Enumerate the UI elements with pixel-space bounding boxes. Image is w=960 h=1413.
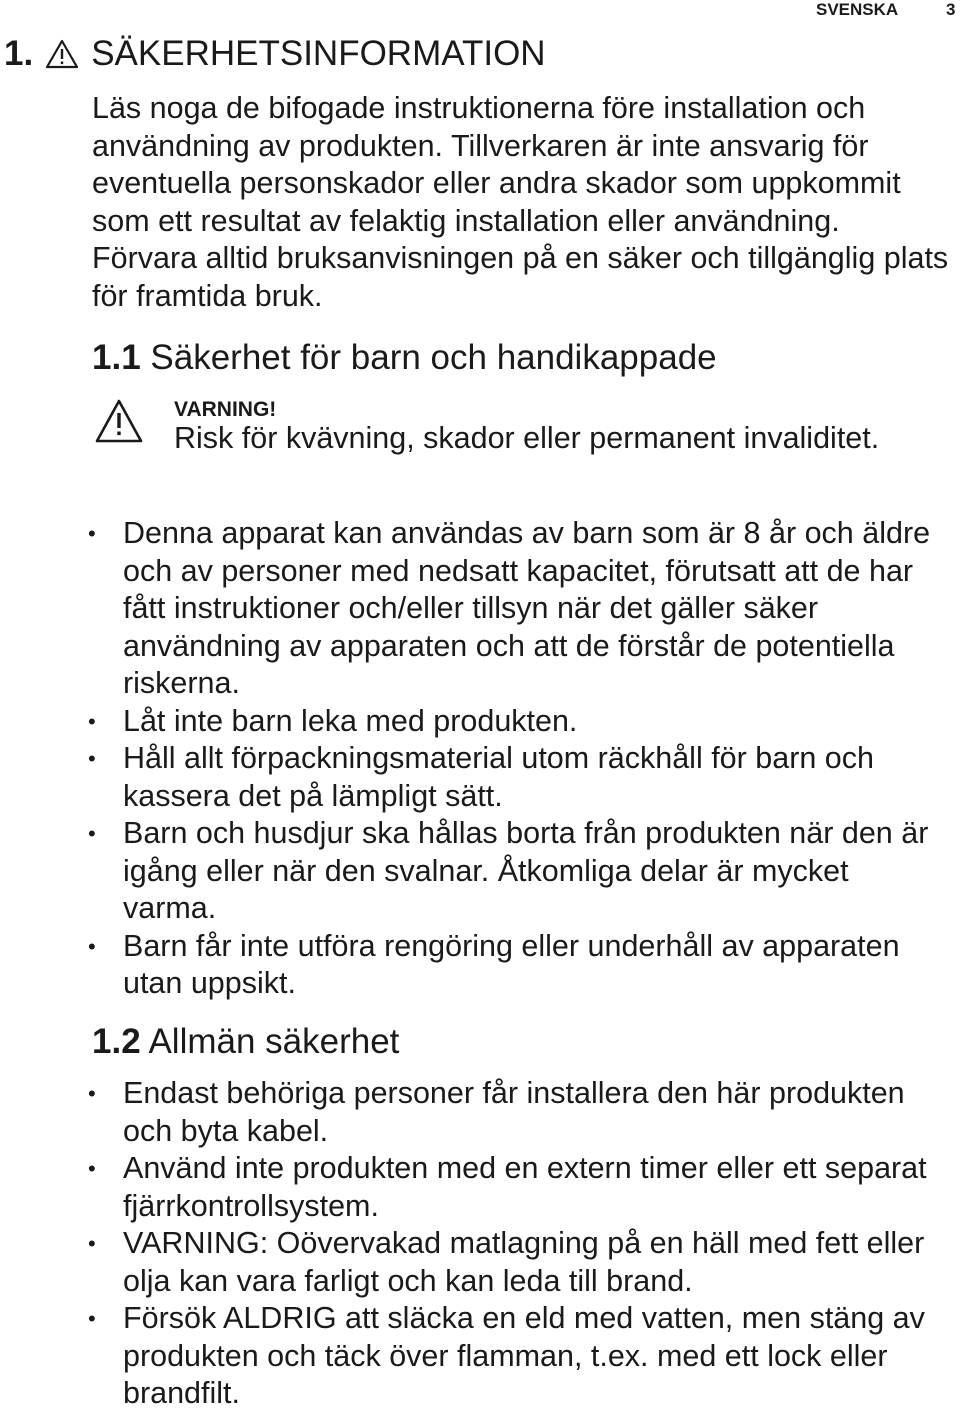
list-item: • Denna apparat kan användas av barn som är 8 år och äldre och av personer med nedsatt kapacitet, förutsatt att de har fått instruktioner och/eller tillsyn när det gäller säker användning av apparaten och att de förstår de potentiella riskerna. bbox=[88, 516, 931, 700]
header-language: SVENSKA bbox=[816, 0, 899, 19]
section-heading-1 bbox=[4, 33, 546, 79]
warning-triangle-icon bbox=[45, 37, 79, 79]
section-title: SÄKERHETSINFORMATION bbox=[91, 34, 546, 73]
bullet-dot-icon: • bbox=[88, 933, 96, 959]
section-heading-1-2 bbox=[92, 1021, 399, 1063]
subsection-title: Allmän säkerhet bbox=[148, 1022, 400, 1061]
page-number: 3 bbox=[946, 0, 956, 19]
list-item: • VARNING: Oövervakad matlagning på en häll med fett eller olja kan vara farligt och kan leda till brand. bbox=[88, 1226, 925, 1298]
bullet-dot-icon: • bbox=[88, 821, 96, 846]
subsection-title: Säkerhet för barn och handikappade bbox=[150, 338, 717, 377]
section-heading-1-1 bbox=[92, 337, 717, 379]
section-number: 1. bbox=[4, 34, 34, 73]
warning-title: VARNING! bbox=[174, 398, 277, 421]
child-safety-list bbox=[0, 515, 960, 1003]
warning-text: Risk för kvävning, skador eller permanent invaliditet. bbox=[174, 421, 880, 455]
list-item: • Använd inte produkten med en extern timer eller ett separat fjärrkontrollsystem. bbox=[88, 1151, 927, 1223]
bullet-dot-icon: • bbox=[88, 1081, 96, 1106]
list-item: • Låt inte barn leka med produkten. bbox=[0, 703, 943, 741]
list-item: • Barn och husdjur ska hållas borta från produkten när den är igång eller när den svalnar. Åtkomliga delar är mycket varma. bbox=[88, 816, 929, 925]
list-item: • Håll allt förpackningsmaterial utom räckhåll för barn och kassera det på lämpligt sätt. bbox=[88, 741, 874, 813]
bullet-dot-icon: • bbox=[88, 1156, 96, 1181]
list-item: • Försök ALDRIG att släcka en eld med vatten, men stäng av produkten och täck över flamman, t.ex. med ett lock eller brandfilt. bbox=[88, 1301, 925, 1410]
general-safety-list bbox=[0, 1075, 960, 1413]
warning-triangle-icon bbox=[94, 398, 144, 449]
subsection-number: 1.2 bbox=[92, 1022, 141, 1061]
bullet-dot-icon: • bbox=[88, 1231, 96, 1256]
bullet-dot-icon: • bbox=[88, 708, 96, 734]
intro-paragraph: Läs noga de bifogade instruktionerna före installation och användning av produkten. Tillverkaren är inte ansvarig för eventuella personskador eller andra skador som uppkommit som ett resultat av felaktig installation eller användning. Förvara alltid bruksanvisningen på en säker och tillgänglig plats för framtida bruk. bbox=[92, 91, 949, 313]
list-item: • Barn får inte utföra rengöring eller underhåll av apparaten utan uppsikt. bbox=[88, 928, 900, 1000]
bullet-dot-icon: • bbox=[88, 521, 96, 546]
list-item: • Endast behöriga personer får installera den här produkten och byta kabel. bbox=[88, 1076, 905, 1148]
bullet-dot-icon: • bbox=[88, 1306, 96, 1331]
bullet-dot-icon: • bbox=[88, 746, 96, 771]
subsection-number: 1.1 bbox=[92, 338, 141, 377]
